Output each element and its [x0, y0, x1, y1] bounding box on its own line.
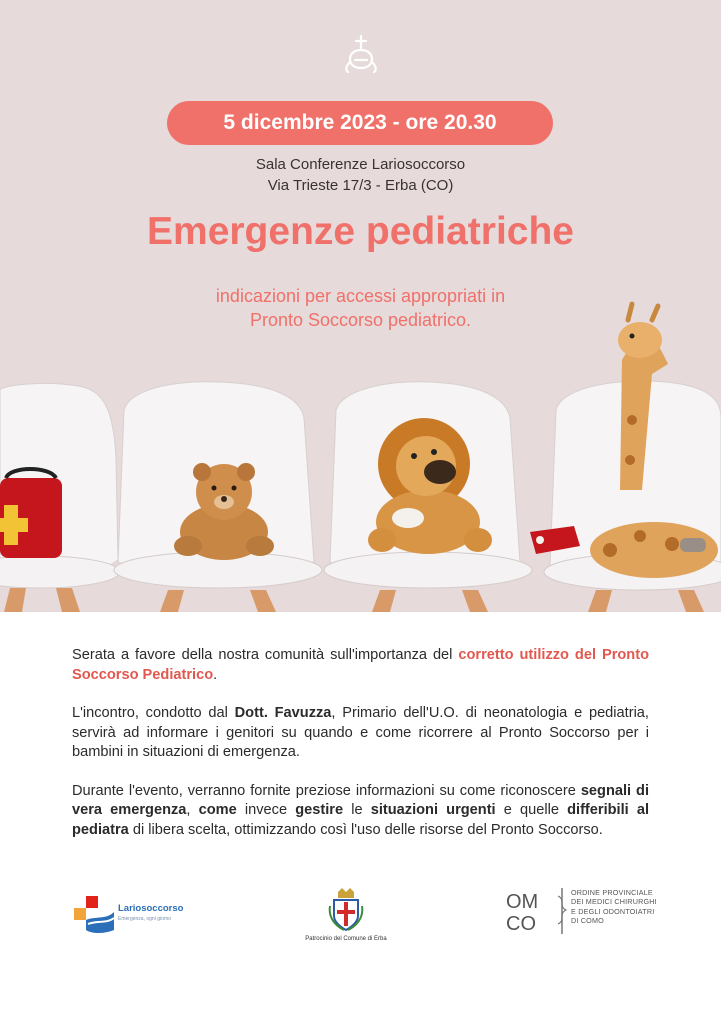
venue-address [0, 154, 721, 196]
text-span: Durante l'evento, verranno fornite preziose informazioni su come riconoscere [72, 782, 581, 799]
venue-line-2: Via Trieste 17/3 - Erba (CO) [267, 177, 454, 194]
lariosoccorso-tagline: Emergenza, ogni giorno [118, 916, 172, 922]
description-paragraph-1 [72, 646, 649, 685]
omco-logo [506, 886, 576, 936]
bold-text: gestire [295, 802, 344, 818]
text-span: invece [236, 802, 296, 818]
bold-text: differibili al pediatra [72, 802, 650, 838]
event-date-badge [167, 101, 553, 145]
text-span: , Primario dell'U.O. di neonatologia e pediatria, servirà ad informare i genitori su quando e come ricorrere al Pronto Soccorso per i bambini in situazioni di emergenza. [72, 705, 649, 760]
page-title: Emergenze pediatriche [147, 210, 574, 253]
event-date-text: 5 dicembre 2023 - ore 20.30 [223, 111, 497, 134]
text-span: . [213, 666, 218, 683]
text-span: L'incontro, condotto dal [72, 705, 235, 721]
omco-line-4: DI COMO [571, 915, 604, 925]
first-aid-bag-icon [0, 469, 62, 558]
description-paragraph-3 [72, 782, 649, 841]
svg-text:CO: CO [506, 913, 536, 935]
lariosoccorso-name: Lariosoccorso [118, 903, 184, 914]
omco-description [571, 888, 657, 925]
text-span: , [186, 802, 199, 818]
bold-text: situazioni urgenti [370, 802, 496, 818]
subtitle-line-2: Pronto Soccorso pediatrico. [249, 310, 472, 330]
venue-line-1: Sala Conferenze Lariosoccorso [255, 156, 466, 173]
erba-coat-of-arms-icon [328, 886, 364, 932]
text-span: Serata a favore della nostra comunità sull'importanza del [72, 647, 459, 663]
event-description [72, 646, 649, 859]
text-span: di libera scelta, ottimizzando così l'uso delle risorse del Pronto Soccorso. [128, 821, 603, 838]
omco-mark: OM [506, 891, 539, 913]
erba-patronage-caption: Patrocinio del Comune di Erba [305, 936, 387, 942]
description-paragraph-2 [72, 704, 649, 763]
cross-emblem-icon [340, 32, 382, 76]
bold-text: segnali di vera emergenza [72, 782, 650, 818]
omco-line-3: E DEGLI ODONTOIATRI [571, 906, 655, 916]
omco-line-2: DEI MEDICI CHIRURGHI [571, 897, 657, 907]
speaker-name: Dott. Favuzza [234, 705, 332, 721]
text-span: e quelle [495, 802, 568, 818]
bold-text: come [198, 802, 237, 818]
chairs-illustration [0, 300, 721, 612]
text-span: le [343, 802, 371, 818]
omco-line-1: ORDINE PROVINCIALE [571, 888, 653, 897]
subtitle-line-1: indicazioni per accessi appropriati in [215, 286, 506, 306]
highlight-text: corretto utilizzo del Pronto Soccorso Pediatrico [72, 647, 649, 683]
